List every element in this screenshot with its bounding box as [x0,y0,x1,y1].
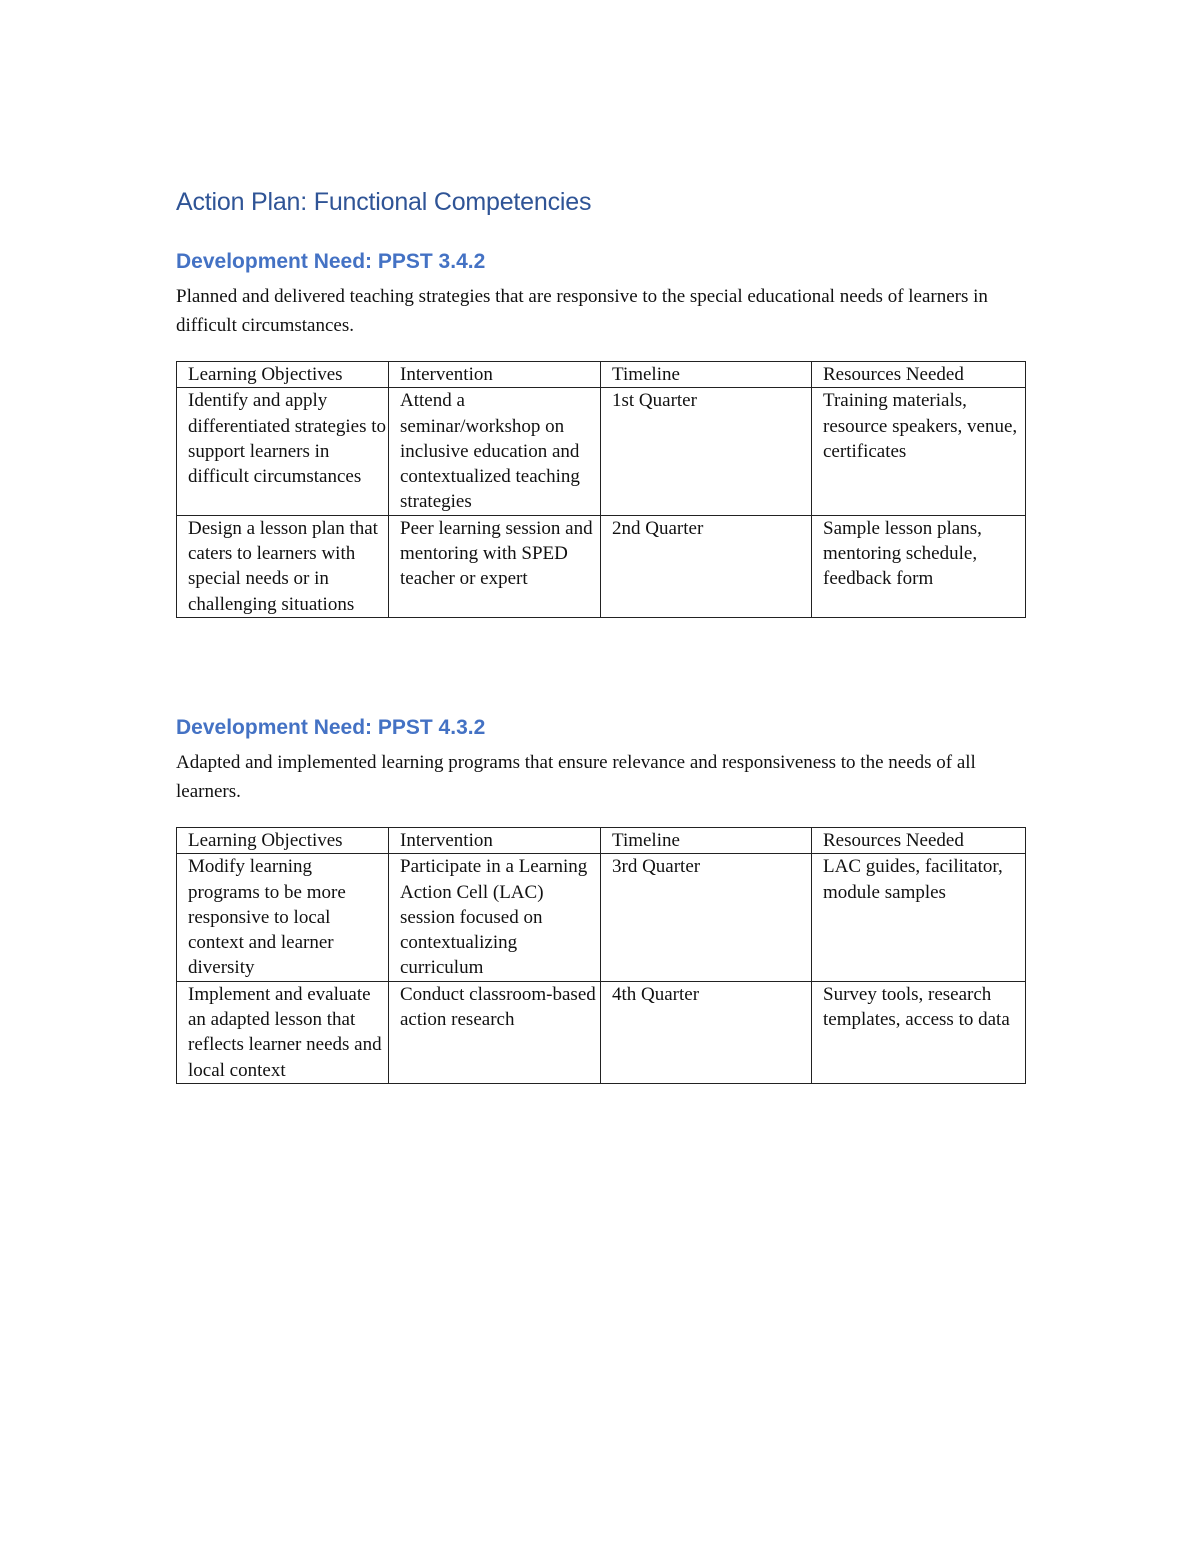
header-resources-needed: Resources Needed [812,828,1026,854]
table-header-row [177,828,1026,854]
section-description: Planned and delivered teaching strategies that are responsive to the special educational needs of learners in difficult circumstances. [176,286,988,336]
header-learning-objectives: Learning Objectives [177,362,389,388]
document-title: Action Plan: Functional Competencies [176,188,592,216]
header-intervention: Intervention [389,362,601,388]
cell-intervention: Peer learning session and mentoring with SPED teacher or expert [389,515,601,617]
table-row [177,981,1026,1083]
table-row [177,515,1026,617]
cell-resources: Sample lesson plans, mentoring schedule, feedback form [812,515,1026,617]
cell-objective: Identify and apply differentiated strategies to support learners in difficult circumstances [177,388,389,515]
cell-intervention: Conduct classroom-based action research [389,981,601,1083]
header-timeline: Timeline [601,828,812,854]
cell-objective: Implement and evaluate an adapted lesson that reflects learner needs and local context [177,981,389,1083]
cell-resources: LAC guides, facilitator, module samples [812,854,1026,981]
cell-objective: Design a lesson plan that caters to learners with special needs or in challenging situations [177,515,389,617]
header-resources-needed: Resources Needed [812,362,1026,388]
action-plan-table [176,361,1026,618]
cell-timeline: 4th Quarter [601,981,812,1083]
cell-timeline: 1st Quarter [601,388,812,515]
section-heading: Development Need: PPST 4.3.2 [176,716,486,739]
cell-intervention: Attend a seminar/workshop on inclusive education and contextualized teaching strategies [389,388,601,515]
table-row [177,388,1026,515]
cell-resources: Training materials, resource speakers, venue, certificates [812,388,1026,515]
cell-objective: Modify learning programs to be more responsive to local context and learner diversity [177,854,389,981]
cell-intervention: Participate in a Learning Action Cell (LAC) session focused on contextualizing curriculum [389,854,601,981]
section-heading: Development Need: PPST 3.4.2 [176,250,486,273]
section-description: Adapted and implemented learning programs that ensure relevance and responsiveness to the needs of all learners. [176,752,976,802]
action-plan-table [176,827,1026,1084]
header-timeline: Timeline [601,362,812,388]
cell-resources: Survey tools, research templates, access to data [812,981,1026,1083]
cell-timeline: 3rd Quarter [601,854,812,981]
cell-timeline: 2nd Quarter [601,515,812,617]
table-header-row [177,362,1026,388]
table-row [177,854,1026,981]
header-intervention: Intervention [389,828,601,854]
header-learning-objectives: Learning Objectives [177,828,389,854]
